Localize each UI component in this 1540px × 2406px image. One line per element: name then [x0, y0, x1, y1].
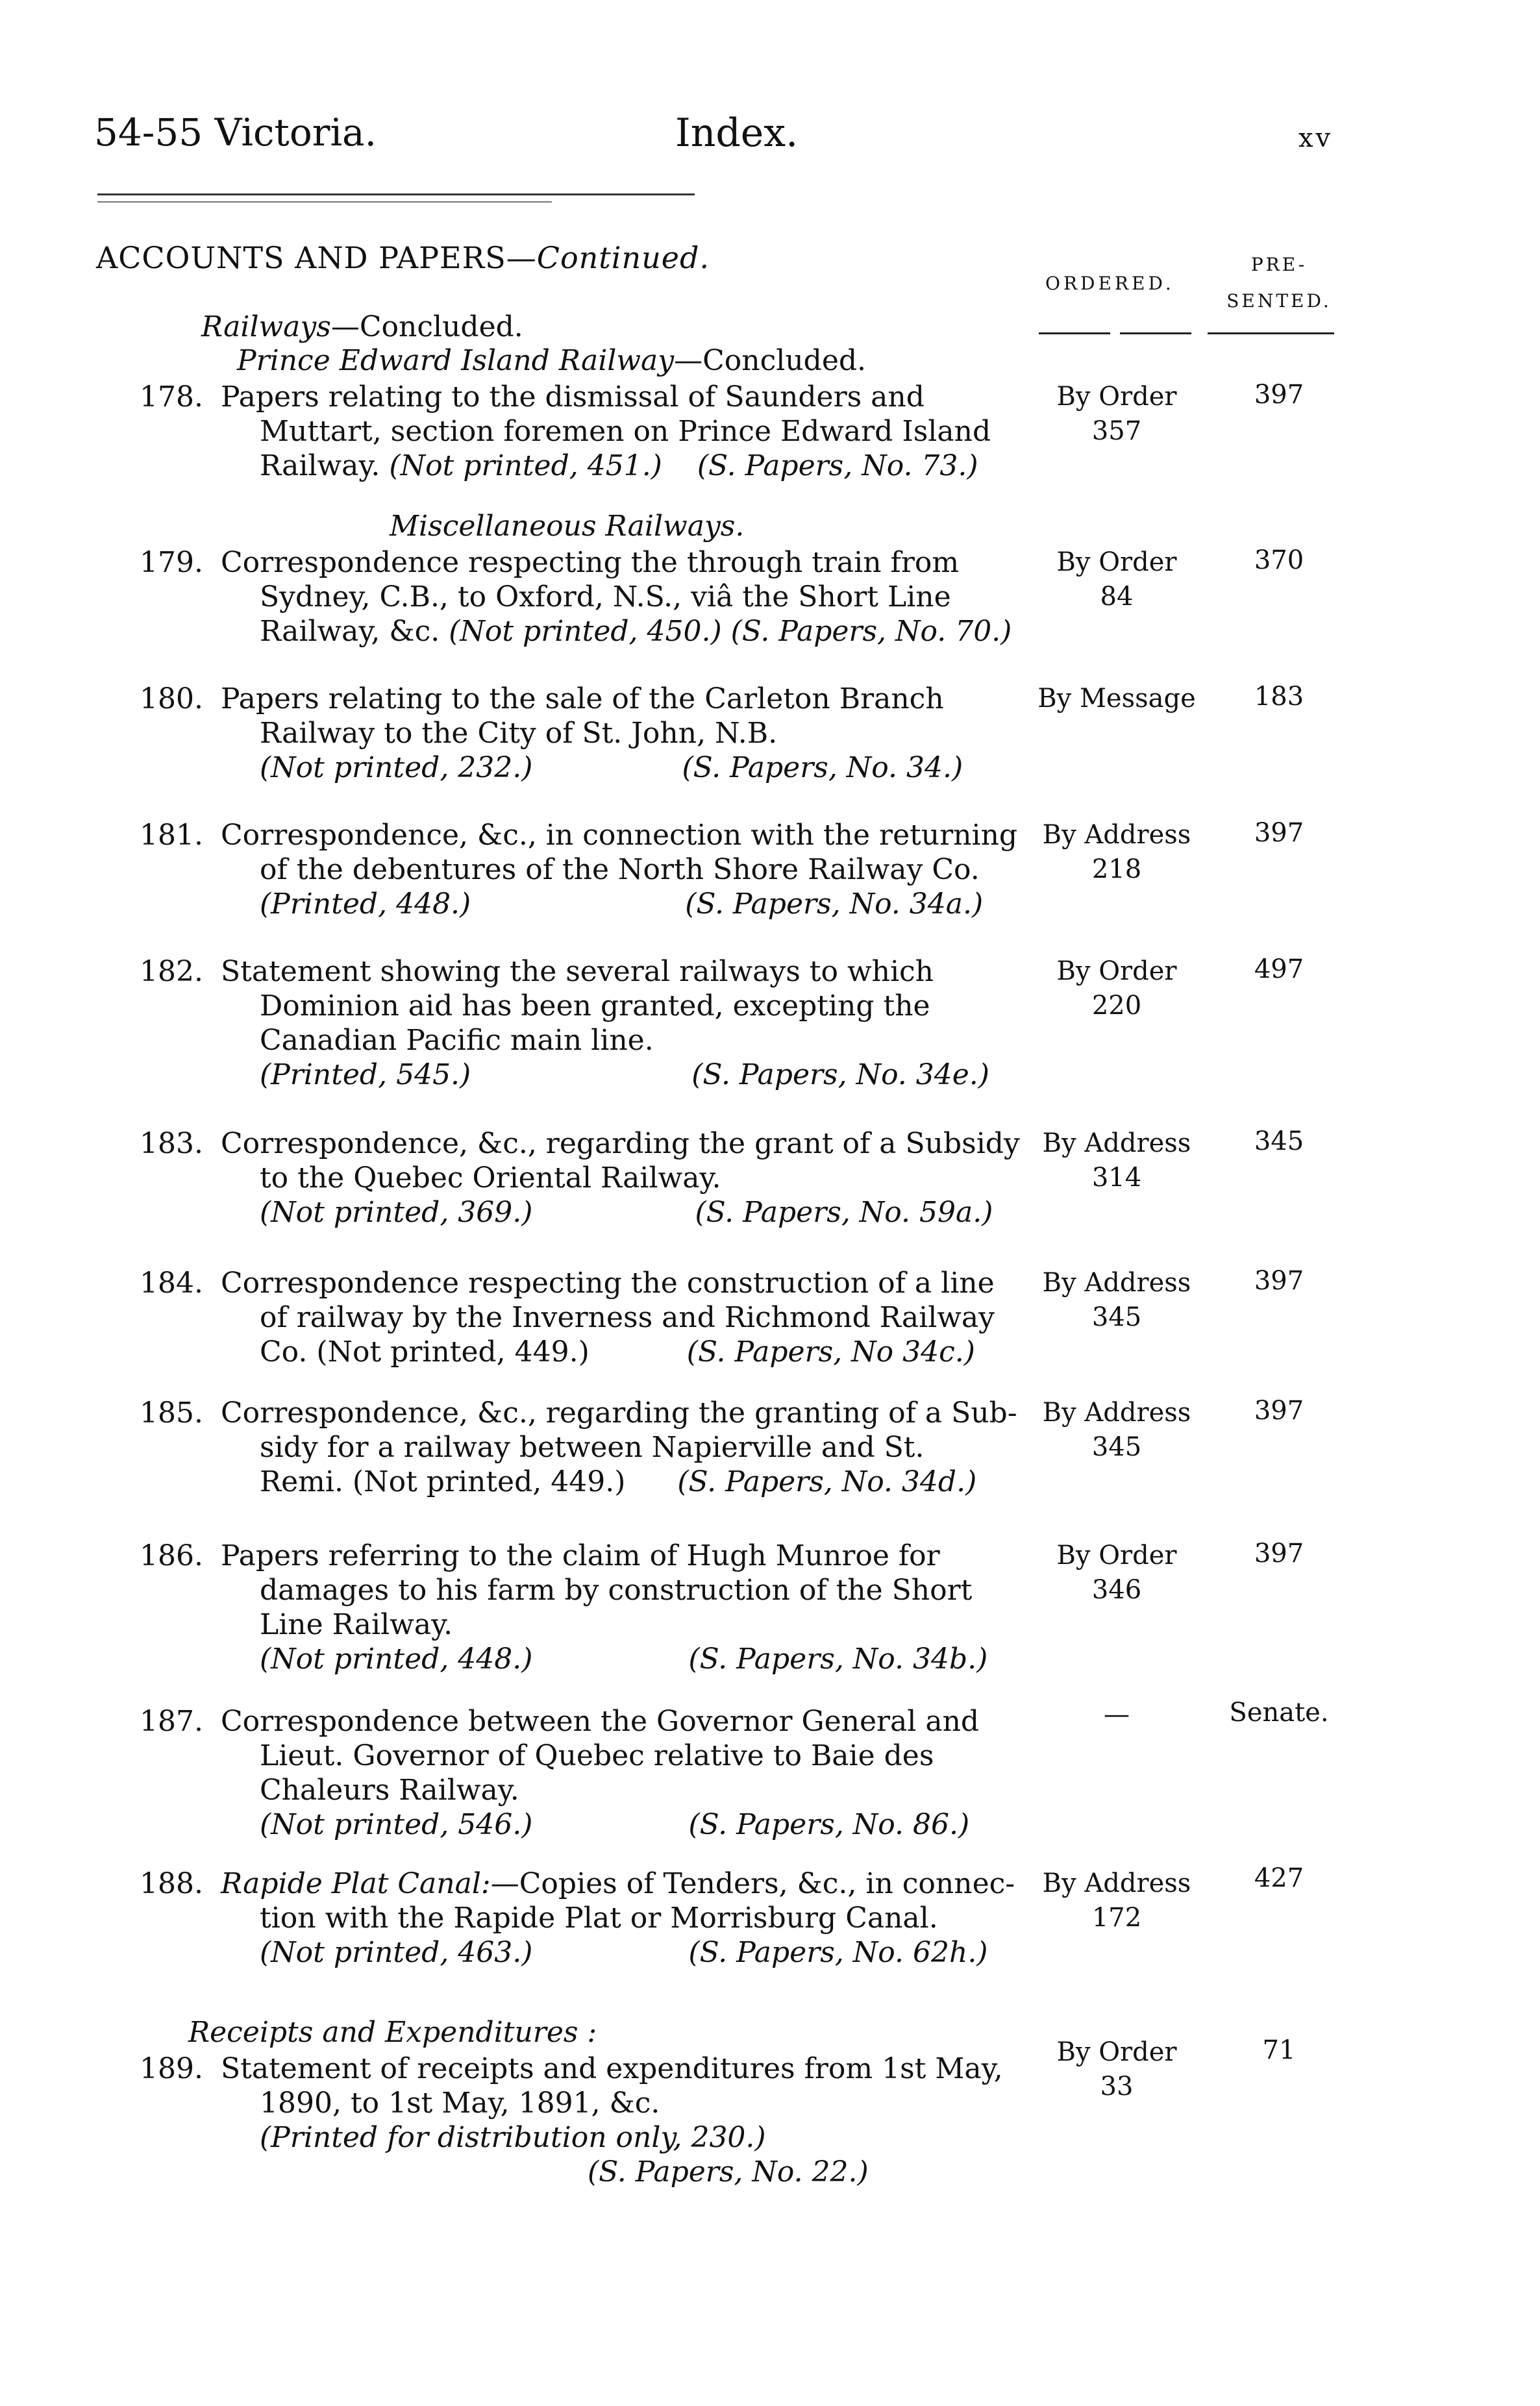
ordered-number: 345	[1091, 1432, 1142, 1462]
entry-line	[221, 1642, 1016, 1676]
entry-sessional-ref: (S. Papers, No. 70.)	[730, 615, 1012, 648]
index-entry	[140, 1867, 1016, 1970]
entry-body	[221, 1539, 1016, 1676]
ordered-number: 314	[1091, 1163, 1142, 1193]
entry-line	[221, 2120, 1016, 2155]
entry-sessional-ref: (S. Papers, No. 34.)	[682, 751, 963, 784]
entry-sessional-ref: (S. Papers, No. 62h.)	[688, 1936, 988, 1969]
entry-body	[221, 1867, 1016, 1970]
subhead-receipts-expenditures: Receipts and Expenditures :	[188, 2016, 597, 2049]
entry-body	[221, 954, 1016, 1092]
ordered-number: 346	[1091, 1575, 1142, 1605]
entry-number: 178.	[140, 380, 203, 414]
entry-body	[221, 818, 1016, 921]
entry-body	[221, 1126, 1020, 1230]
entry-printed-status: (Not printed, 463.)	[260, 1936, 533, 1969]
entry-printed-status: (Printed, 545.)	[260, 1058, 471, 1091]
entry-line	[221, 1807, 1016, 1842]
entry-line	[221, 449, 1016, 483]
ordered-number: 218	[1091, 854, 1142, 884]
index-entry	[140, 1704, 1016, 1842]
entry-line: Canadian Pacific main line.	[260, 1024, 654, 1057]
entry-presented: 397	[1254, 1396, 1304, 1426]
entry-ordered	[1032, 1266, 1201, 1335]
column-header-presented-line1: PRE-	[1250, 254, 1308, 275]
entry-line	[221, 614, 1016, 649]
entry-printed-status: (Not printed, 451.)	[389, 449, 662, 482]
subhead-railways-rest: —Concluded.	[330, 310, 523, 343]
entry-line-text: —Copies of Tenders, &c., in connec-	[490, 1867, 1015, 1900]
subhead-misc-railways: Miscellaneous Railways.	[390, 510, 745, 543]
entry-line: Papers relating to the dismissal of Saunders and	[221, 380, 925, 414]
column-header-presented	[1224, 247, 1334, 319]
entry-sessional-ref: (S. Papers, No. 34d.)	[677, 1465, 977, 1498]
entry-sessional-ref: (S. Papers, No. 86.)	[688, 1808, 970, 1841]
entry-number: 183.	[140, 1127, 203, 1160]
entry-presented: 397	[1254, 1266, 1304, 1296]
index-entry	[140, 682, 1016, 785]
ordered-by: —	[1104, 1700, 1130, 1730]
entry-printed-status: (Printed, 448.)	[260, 887, 471, 921]
entry-line: sidy for a railway between Napierville and St.	[260, 1431, 925, 1464]
entry-number: 179.	[140, 546, 203, 579]
ordered-by: By Order	[1056, 956, 1177, 986]
subhead-pei-railway	[237, 344, 866, 377]
entry-ordered	[1032, 1126, 1201, 1195]
entry-body	[221, 1704, 1016, 1842]
entry-presented: 397	[1254, 1539, 1304, 1569]
index-entry	[140, 818, 1016, 921]
entry-presented: Senate.	[1229, 1698, 1329, 1728]
entry-body	[221, 1396, 1016, 1499]
entry-lead-italic: Rapide Plat Canal:	[221, 1867, 491, 1900]
entry-presented: 71	[1262, 2035, 1296, 2065]
subhead-pei-rest: —Concluded.	[674, 344, 867, 377]
index-entry	[140, 1266, 1016, 1369]
ordered-by: By Order	[1056, 547, 1177, 577]
entry-line: Correspondence respecting the through train from	[221, 546, 960, 579]
ordered-by: By Address	[1042, 820, 1191, 850]
entry-line: Correspondence, &c., regarding the grant of a Subsidy	[221, 1127, 1020, 1160]
entry-ordered	[1032, 545, 1201, 614]
entry-line: to the Quebec Oriental Railway.	[260, 1161, 721, 1195]
entry-number: 185.	[140, 1396, 203, 1430]
entry-sessional-ref: (S. Papers, No. 34a.)	[685, 887, 984, 921]
ordered-by: By Address	[1042, 1868, 1191, 1898]
ordered-by: By Message	[1037, 684, 1196, 713]
entry-sessional-ref: (S. Papers, No. 34e.)	[691, 1058, 989, 1091]
entry-line	[221, 1195, 1016, 1230]
entry-line: 1890, to 1st May, 1891, &c.	[260, 2087, 660, 2120]
entry-body	[221, 545, 1016, 649]
entry-line: tion with the Rapide Plat or Morrisburg Canal.	[260, 1902, 938, 1935]
header-rule	[97, 193, 695, 195]
entry-sessional-ref: (S. Papers, No. 22.)	[588, 2155, 869, 2189]
ordered-by: By Address	[1042, 1398, 1191, 1428]
entry-line: Papers relating to the sale of the Carleton Branch	[221, 682, 944, 715]
entry-number: 187.	[140, 1705, 203, 1738]
entry-ordered	[1032, 1396, 1201, 1465]
entry-ordered	[1032, 1539, 1201, 1607]
ordered-by: By Address	[1042, 1268, 1191, 1298]
section-title-main: ACCOUNTS AND PAPERS	[96, 240, 506, 275]
entry-line: Muttart, section foremen on Prince Edward Island	[260, 415, 991, 448]
entry-ordered	[1032, 682, 1201, 716]
entry-line	[221, 1465, 1016, 1499]
entry-sessional-ref: (S. Papers, No. 73.)	[697, 449, 978, 482]
entry-line	[221, 1335, 1016, 1369]
entry-number: 181.	[140, 819, 203, 852]
entry-line: Lieut. Governor of Quebec relative to Baie des	[260, 1739, 934, 1772]
entry-line: Correspondence respecting the construction of a line	[221, 1267, 995, 1300]
ordered-number: 33	[1100, 2072, 1134, 2102]
subhead-pei-italic: Prince Edward Island Railway	[237, 344, 675, 377]
entry-printed-status: (Printed for distribution only, 230.)	[260, 2121, 766, 2154]
entry-line: Papers referring to the claim of Hugh Munroe for	[221, 1539, 940, 1572]
entry-number: 180.	[140, 682, 203, 715]
index-entry	[140, 380, 1016, 483]
page-number: xv	[1298, 123, 1334, 153]
index-entry	[140, 1396, 1016, 1499]
entry-presented: 370	[1254, 545, 1304, 575]
index-entry	[140, 954, 1016, 1092]
ordered-number: 84	[1100, 582, 1134, 612]
entry-ordered	[1032, 818, 1201, 887]
entry-line: Statement of receipts and expenditures from 1st May,	[221, 2052, 1003, 2085]
entry-line	[221, 2155, 1016, 2189]
entry-line: Railway to the City of St. John, N.B.	[260, 717, 778, 750]
running-header-title: Index.	[675, 110, 799, 156]
column-rule-3	[1208, 332, 1334, 334]
ordered-by: By Order	[1056, 2037, 1177, 2067]
entry-line-text: Railway.	[260, 449, 380, 482]
entry-line: Dominion aid has been granted, excepting the	[260, 989, 930, 1023]
entry-line: Correspondence, &c., regarding the granting of a Sub-	[221, 1396, 1017, 1430]
ordered-by: By Address	[1042, 1128, 1191, 1158]
entry-line: of the debentures of the North Shore Railway Co.	[260, 853, 980, 886]
entry-number: 182.	[140, 955, 203, 988]
entry-line: Correspondence between the Governor General and	[221, 1705, 980, 1738]
entry-sessional-ref: (S. Papers, No. 34b.)	[688, 1643, 988, 1676]
entry-line	[221, 1935, 1016, 1970]
entry-ordered	[1032, 954, 1201, 1023]
entry-line: of railway by the Inverness and Richmond Railway	[260, 1301, 995, 1334]
entry-number: 189.	[140, 2052, 203, 2085]
index-entry	[140, 1539, 1016, 1676]
ordered-number: 345	[1091, 1302, 1142, 1332]
ordered-by: By Order	[1056, 382, 1177, 412]
entry-line: Statement showing the several railways to which	[221, 955, 934, 988]
entry-ordered	[1032, 1867, 1201, 1935]
entry-line	[221, 887, 1016, 921]
entry-line: Correspondence, &c., in connection with the returning	[221, 819, 1018, 852]
entry-line: Line Railway.	[260, 1608, 453, 1641]
subhead-railways-italic: Railways	[201, 310, 331, 343]
entry-presented: 183	[1254, 682, 1304, 712]
entry-sessional-ref: (S. Papers, No 34c.)	[686, 1335, 975, 1369]
entry-number: 184.	[140, 1267, 203, 1300]
entry-presented: 497	[1254, 954, 1304, 984]
entry-number: 186.	[140, 1539, 203, 1572]
index-entry	[140, 545, 1016, 649]
index-entry	[140, 1126, 1020, 1230]
entry-printed-status: Remi. (Not printed, 449.)	[260, 1465, 626, 1498]
subhead-railways	[201, 310, 523, 343]
index-entry	[140, 2052, 1016, 2189]
entry-line: Chaleurs Railway.	[260, 1774, 519, 1807]
column-header-presented-line2: SENTED.	[1226, 290, 1332, 312]
entry-presented: 427	[1254, 1863, 1304, 1893]
entry-ordered	[1032, 1698, 1201, 1732]
ordered-number: 357	[1091, 416, 1142, 446]
entry-body	[221, 1266, 1016, 1369]
entry-printed-status: (Not printed, 450.)	[449, 615, 722, 648]
column-rule-1	[1039, 332, 1110, 334]
section-title-suffix: —Continued.	[506, 240, 710, 275]
entry-printed-status: (Not printed, 369.)	[260, 1196, 533, 1229]
entry-presented: 397	[1254, 818, 1304, 848]
entry-ordered	[1032, 380, 1201, 449]
running-header-session: 54-55 Victoria.	[94, 110, 377, 155]
entry-line: damages to his farm by construction of the Short	[260, 1574, 973, 1607]
entry-line	[221, 1058, 1016, 1092]
entry-printed-status: (Not printed, 232.)	[260, 751, 533, 784]
header-rule-secondary	[97, 201, 552, 203]
ordered-by: By Order	[1056, 1541, 1177, 1570]
entry-ordered	[1032, 2035, 1201, 2104]
entry-printed-status: (Not printed, 448.)	[260, 1643, 533, 1676]
entry-presented: 397	[1254, 380, 1304, 410]
entry-body	[221, 380, 1016, 483]
entry-sessional-ref: (S. Papers, No. 59a.)	[695, 1196, 993, 1229]
entry-body	[221, 2052, 1016, 2189]
entry-line-text: Railway, &c.	[260, 615, 440, 648]
column-rule-2	[1120, 332, 1191, 334]
entry-line: Sydney, C.B., to Oxford, N.S., viâ the Short Line	[260, 580, 951, 614]
ordered-number: 220	[1091, 991, 1142, 1021]
ordered-number: 172	[1091, 1903, 1142, 1933]
entry-line	[221, 750, 1016, 785]
entry-printed-status: Co. (Not printed, 449.)	[260, 1335, 590, 1369]
entry-presented: 345	[1254, 1126, 1304, 1156]
entry-line	[221, 1867, 1016, 1901]
entry-number: 188.	[140, 1867, 203, 1900]
column-header-ordered: ORDERED.	[1045, 273, 1174, 294]
section-title	[96, 240, 710, 275]
entry-printed-status: (Not printed, 546.)	[260, 1808, 533, 1841]
entry-body	[221, 682, 1016, 785]
